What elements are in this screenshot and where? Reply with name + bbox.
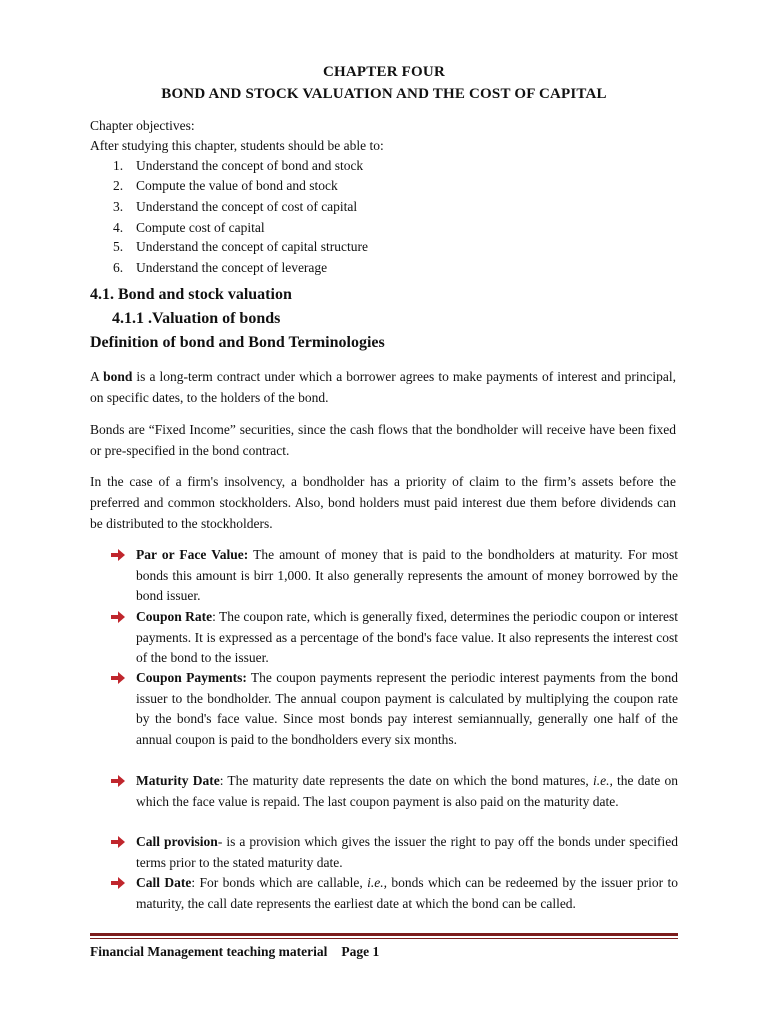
arrow-bullet-icon	[111, 672, 125, 684]
definition-heading: Definition of bond and Bond Terminologies	[90, 334, 385, 351]
section-heading-4-1: 4.1. Bond and stock valuation	[90, 286, 292, 303]
footer-rule-thick	[90, 933, 678, 936]
term-call-provision: Call provision- is a provision which gives the issuer the right to pay off the bonds under specified terms prior to the stated maturity date.	[136, 834, 678, 870]
arrow-bullet-icon	[111, 877, 125, 889]
term-call-date: Call Date: For bonds which are callable, i.e., bonds which can be redeemed by the issuer prior to maturity, the call date represents the earliest date at which the bond can be called.	[136, 875, 679, 911]
page-number: Page 1	[341, 944, 380, 959]
objectives-heading: Chapter objectives:	[90, 118, 195, 133]
objectives-intro: After studying this chapter, students should be able to:	[90, 138, 384, 153]
term-coupon-rate: Coupon Rate: The coupon rate, which is generally fixed, determines the periodic coupon or interest payments. It is expressed as a percentage of the bond's face value. It also represents the interest cost of the bond to the issuer.	[136, 609, 678, 666]
arrow-bullet-icon	[111, 836, 125, 848]
paragraph-fixed-income: Bonds are “Fixed Income” securities, since the cash flows that the bondholder will receive have been fixed or pre-specified in the bond contract.	[90, 422, 676, 458]
footer-rule-thin	[90, 938, 678, 939]
paragraph-insolvency: In the case of a firm's insolvency, a bondholder has a priority of claim to the firm’s assets before the preferred and common stockholders. Also, bond holders must paid interest due them before dividends can be distributed to the stockholders.	[90, 474, 676, 531]
paragraph-bond-definition: A bond is a long-term contract under which a borrower agrees to make payments of interest and principal, on specific dates, to the holders of the bond.	[90, 369, 676, 405]
document-page: CHAPTER FOUR BOND AND STOCK VALUATION AND THE COST OF CAPITAL Chapter objectives: After studying this chapter, students should be able to: 1. Understand the concept of bond and stock 2. Compute the value of bond and stock 3. Understand the concept of cost of capital 4. Compute cost of capital 5. Understand the concept of capital structure 6. Understand the concept of leverage 4.1. Bond and stock valuation 4.1.1 .Valuation of bonds Definition of bond and Bond Terminologies A bond is a long-term contract under which a borrower agrees to make payments of interest and principal, on specific dates, to the holders of the bond. Bonds are “Fixed Income” securities, since the cash flows that the bondholder will receive have been fixed or pre-specified in the bond contract. In the case of a firm's insolvency, a bondholder has a priority of claim to the firm’s assets before the preferred and common stockholders. Also, bond holders must paid interest due them before dividends can be distributed to the stockholders. Par or Face Value: The amount of money that is paid to the bondholders at maturity. For most bonds this amount is birr 1,000. It also generally represents the amount of money borrowed by the bond issuer. Coupon Rate: The coupon rate, which is generally fixed, determines the periodic coupon or interest payments. It is expressed as a percentage of the bond's face value. It also represents the interest cost of the bond to the issuer. Coupon Payments: The coupon payments represent the periodic interest payments from the bond issuer to the bondholder. The annual coupon payment is calculated by multiplying the coupon rate by the bond's face value. Since most bonds pay interest semiannually, generally one half of the annual coupon is paid to the bondholders every six months. Maturity Date: The maturity date represents the date on which the bond matures, i.e., the date on which the face value is repaid. The last coupon payment is also paid on the maturity date. Call provision- is a provision which gives the issuer the right to pay off the bonds under specified terms prior to the stated maturity date. Call Date: For bonds which are callable, i.e., bonds which can be redeemed by the issuer prior to maturity, the call date represents the earliest date at which the bond can be called. Financial Management teaching material Page 1	[0, 0, 768, 1024]
term-coupon-payments: Coupon Payments: The coupon payments represent the periodic interest payments from the bond issuer to the bondholder. The annual coupon payment is calculated by multiplying the coupon rate by the bond's face value. Since most bonds pay interest semiannually, generally one half of the annual coupon is paid to the bondholders every six months.	[136, 670, 678, 748]
arrow-bullet-icon	[111, 611, 125, 623]
term-par-value: Par or Face Value: The amount of money that is paid to the bondholders at maturity. For most bonds this amount is birr 1,000. It also generally represents the amount of money borrowed by the bond issuer.	[136, 547, 678, 604]
term-maturity-date: Maturity Date: The maturity date represents the date on which the bond matures, i.e., the date on which the face value is repaid. The last coupon payment is also paid on the maturity date.	[136, 773, 678, 809]
chapter-number: CHAPTER FOUR	[323, 64, 445, 80]
footer-label: Financial Management teaching material	[90, 944, 328, 959]
page-footer	[90, 944, 379, 960]
arrow-bullet-icon	[111, 549, 125, 561]
subsection-heading-4-1-1: 4.1.1 .Valuation of bonds	[112, 310, 281, 327]
arrow-bullet-icon	[111, 775, 125, 787]
chapter-title: BOND AND STOCK VALUATION AND THE COST OF CAPITAL	[161, 86, 607, 102]
